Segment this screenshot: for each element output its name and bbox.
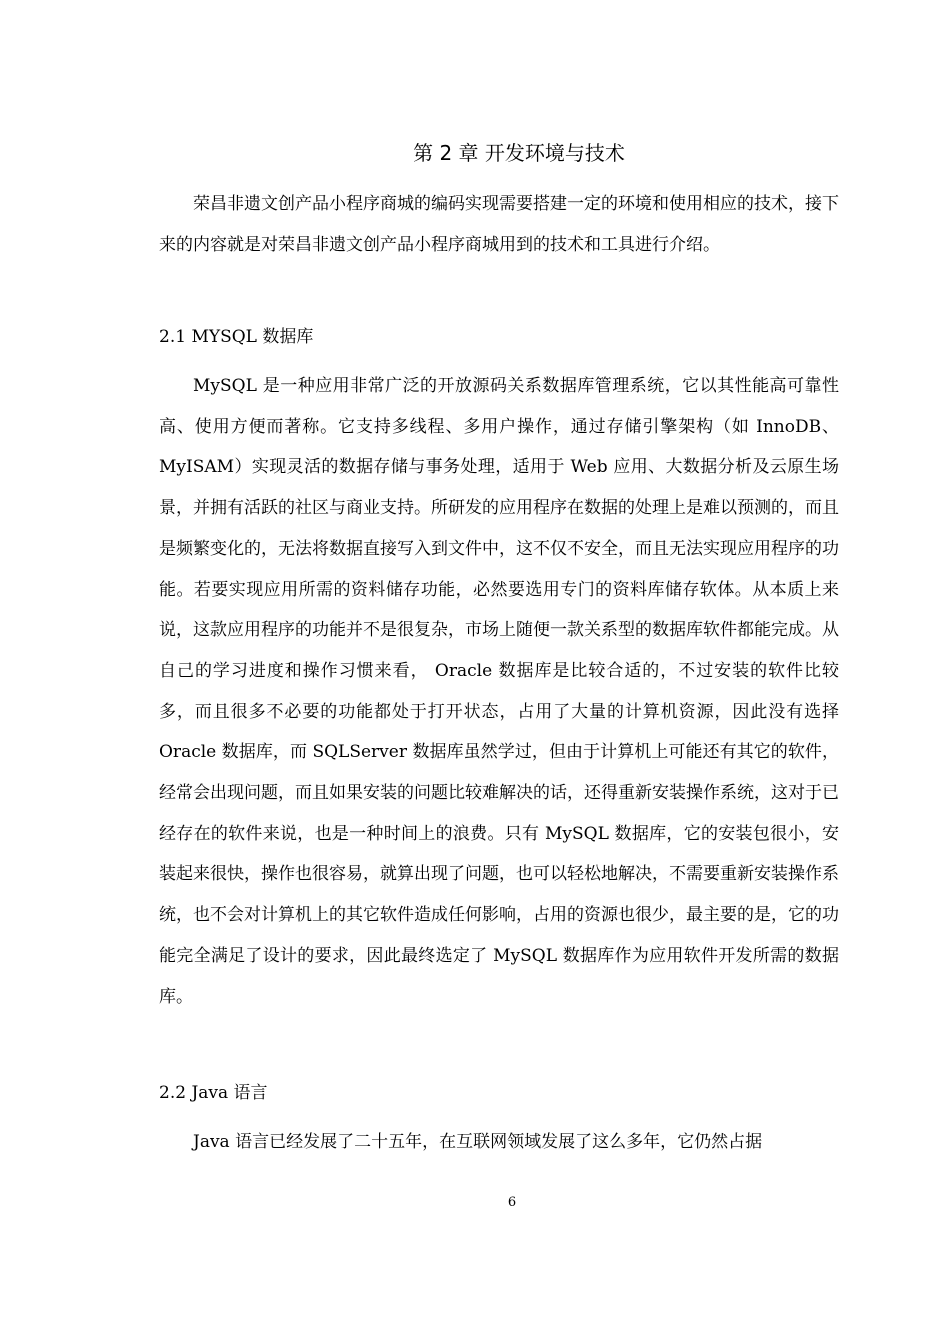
section-heading-mysql: 2.1 MYSQL 数据库 <box>159 327 314 347</box>
section-heading-java: 2.2 Java 语言 <box>159 1083 268 1103</box>
chapter-intro-paragraph: 荣昌非遗文创产品小程序商城的编码实现需要搭建一定的环境和使用相应的技术，接下来的内容就是对荣昌非遗文创产品小程序商城用到的技术和工具进行介绍。 <box>159 194 839 255</box>
section-body-java: Java 语言已经发展了二十五年，在互联网领域发展了这么多年，它仍然占据 <box>193 1132 763 1152</box>
chapter-title: 第 2 章 开发环境与技术 <box>413 141 625 165</box>
section-body-mysql: MySQL 是一种应用非常广泛的开放源码关系数据库管理系统，它以其性能高可靠性高、使用方便而著称。它支持多线程、多用户操作，通过存储引擎架构（如 InnoDB、MyISAM）实现灵活的数据存储与事务处理，适用于 Web 应用、大数据分析及云原生场景，并拥有活跃的社区与商业支持。所研发的应用程序在数据的处理上是难以预测的，而且是频繁变化的，无法将数据直接写入到文件中，这不仅不安全，而且无法实现应用程序的功能。若要实现应用所需的资料储存功能，必然要选用专门的资料库储存软体。从本质上来说，这款应用程序的功能并不是很复杂，市场上随便一款关系型的数据库软件都能完成。从自己的学习进度和操作习惯来看， Oracle 数据库是比较合适的，不过安装的软件比较多，而且很多不必要的功能都处于打开状态，占用了大量的计算机资源，因此没有选择 Oracle 数据库，而 SQLServer 数据库虽然学过，但由于计算机上可能还有其它的软件，经常会出现问题，而且如果安装的问题比较难解决的话，还得重新安装操作系统，这对于已经存在的软件来说，也是一种时间上的浪费。只有 MySQL 数据库，它的安装包很小，安装起来很快，操作也很容易，就算出现了问题，也可以轻松地解决，不需要重新安装操作系统，也不会对计算机上的其它软件造成任何影响，占用的资源也很少，最主要的是，它的功能完全满足了设计的要求，因此最终选定了 MySQL 数据库作为应用软件开发所需的数据库。 <box>159 376 839 1007</box>
page-number: 6 <box>507 1195 517 1210</box>
